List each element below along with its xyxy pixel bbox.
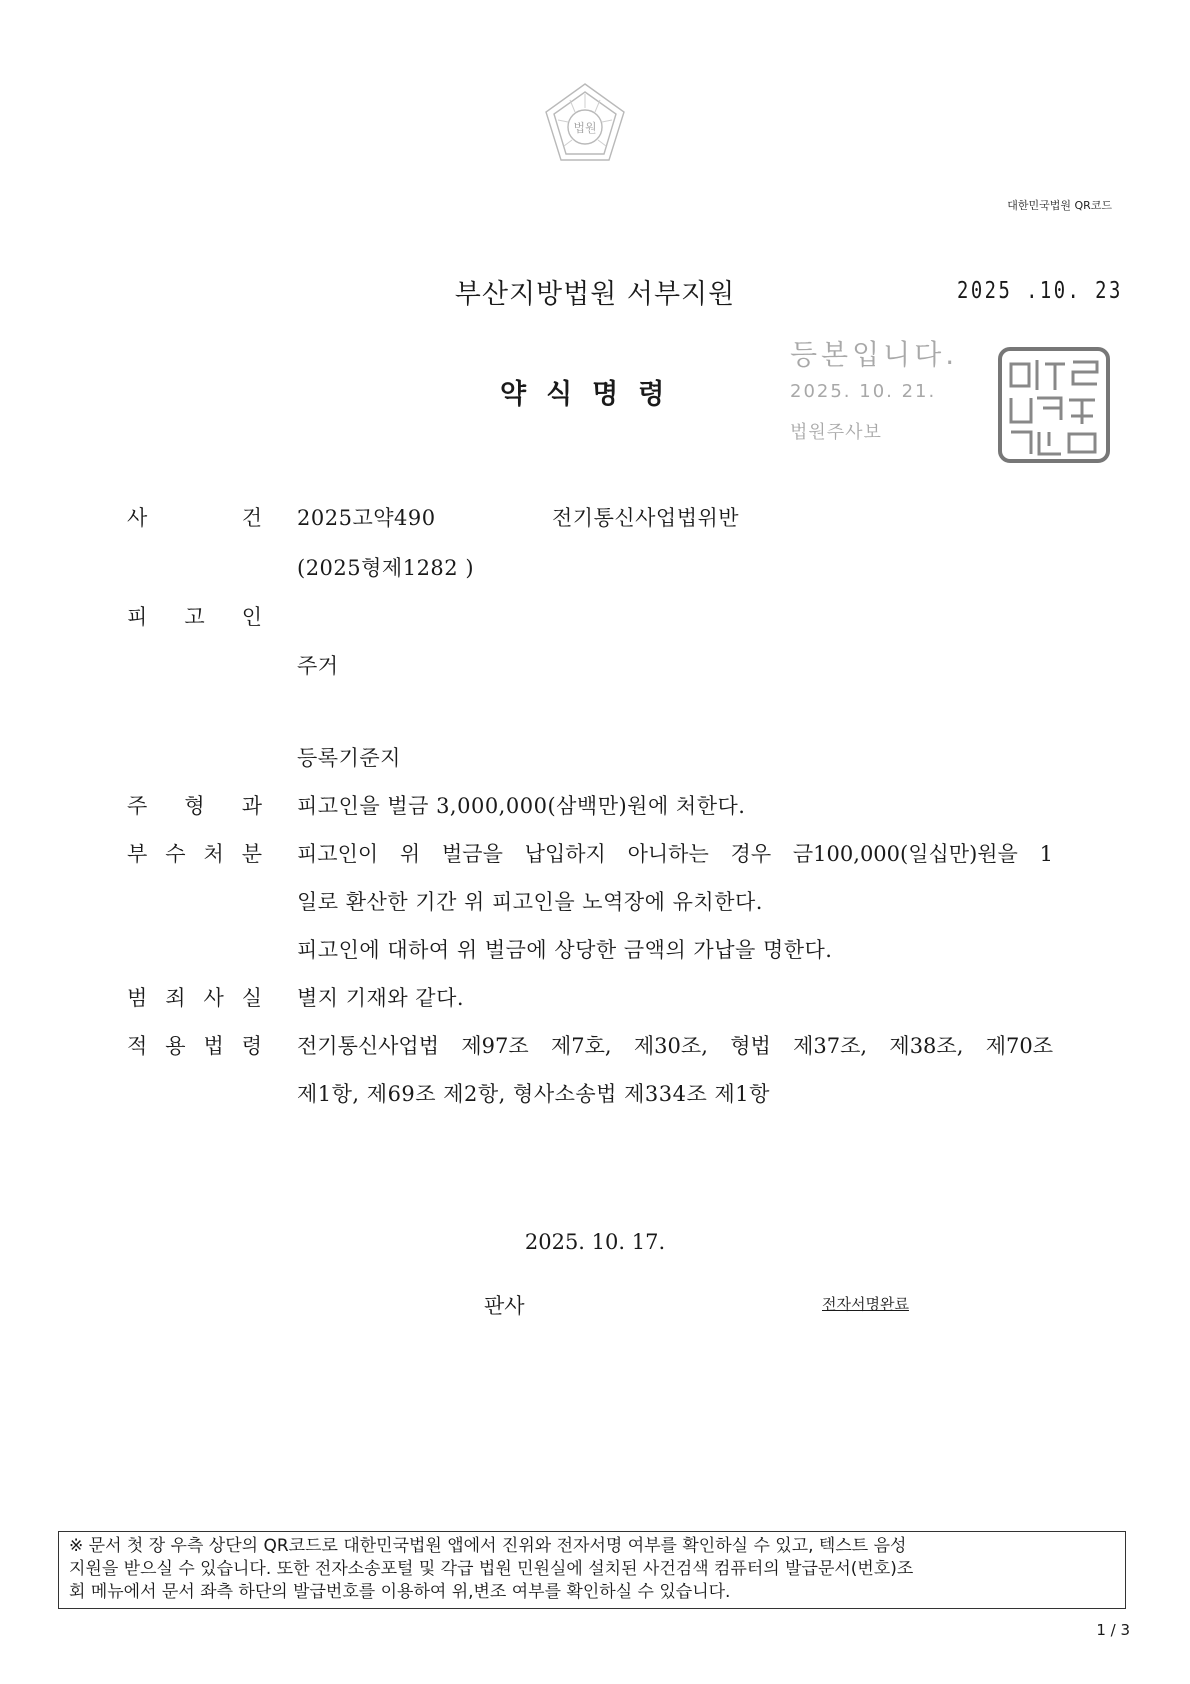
notice-line-1: ※ 문서 첫 장 우측 상단의 QR코드로 대한민국법원 앱에서 진위와 전자서명 여부를 확인하실 수 있고, 텍스트 음성 bbox=[69, 1536, 907, 1556]
label-ancillary: 부 수 처 분 bbox=[127, 842, 262, 866]
electronic-signature-complete: 전자서명완료 bbox=[822, 1295, 909, 1313]
registry-label: 등록기준지 bbox=[297, 746, 401, 770]
laws-line-2: 제1항, 제69조 제2항, 형사소송법 제334조 제1항 bbox=[297, 1082, 770, 1106]
label-facts: 범 죄 사 실 bbox=[127, 986, 262, 1010]
notice-line-2: 지원을 받으실 수 있습니다. 또한 전자소송포털 및 각급 법원 민원실에 설치된 사건검색 컴퓨터의 발급문서(번호)조 bbox=[69, 1559, 914, 1579]
ancillary-line-1: 피고인이 위 벌금을 납입하지 아니하는 경우 금100,000(일십만)원을 1 bbox=[297, 842, 1053, 866]
emblem-text: 법원 bbox=[573, 121, 597, 135]
prosecution-number: (2025형제1282 ) bbox=[297, 556, 475, 580]
judge-label: 판사 bbox=[484, 1294, 525, 1318]
label-defendant: 피 고 인 bbox=[127, 605, 262, 629]
address-label: 주거 bbox=[297, 654, 339, 678]
received-date: 2025 .10. 23 bbox=[957, 278, 1123, 304]
court-name: 부산지방법원 서부지원 bbox=[454, 279, 736, 310]
ancillary-line-2: 일로 환산한 기간 위 피고인을 노역장에 유치한다. bbox=[297, 890, 763, 914]
page-number: 1 / 3 bbox=[1096, 1621, 1130, 1639]
copy-stamp-date: 2025. 10. 21. bbox=[790, 381, 937, 402]
verification-notice bbox=[58, 1531, 1126, 1609]
label-laws: 적 용 법 령 bbox=[127, 1034, 262, 1058]
court-emblem-icon bbox=[540, 80, 630, 170]
label-sentence: 주 형 과 bbox=[127, 794, 262, 818]
laws-line-1: 전기통신사업법 제97조 제7호, 제30조, 형법 제37조, 제38조, 제70조 bbox=[297, 1034, 1053, 1058]
certified-copy-stamp bbox=[790, 333, 958, 444]
case-name: 전기통신사업법위반 bbox=[552, 506, 740, 530]
copy-stamp-clerk: 법원주사보 bbox=[790, 422, 882, 443]
label-case: 사 건 bbox=[127, 506, 262, 530]
document-title: 약식명령 bbox=[500, 379, 685, 410]
sentence-text: 피고인을 벌금 3,000,000(삼백만)원에 처한다. bbox=[297, 794, 746, 818]
case-number: 2025고약490 bbox=[297, 506, 436, 530]
facts-text: 별지 기재와 같다. bbox=[297, 986, 465, 1010]
notice-line-3: 회 메뉴에서 문서 좌측 하단의 발급번호를 이용하여 위,변조 여부를 확인하실 수 있습니다. bbox=[69, 1582, 731, 1602]
copy-stamp-line1: 등본입니다. bbox=[790, 338, 959, 371]
ancillary-line-3: 피고인에 대하여 위 벌금에 상당한 금액의 가납을 명한다. bbox=[297, 938, 833, 962]
order-date: 2025. 10. 17. bbox=[524, 1230, 666, 1254]
official-seal-icon bbox=[997, 346, 1111, 464]
qr-code-label: 대한민국법원 QR코드 bbox=[1007, 199, 1112, 212]
